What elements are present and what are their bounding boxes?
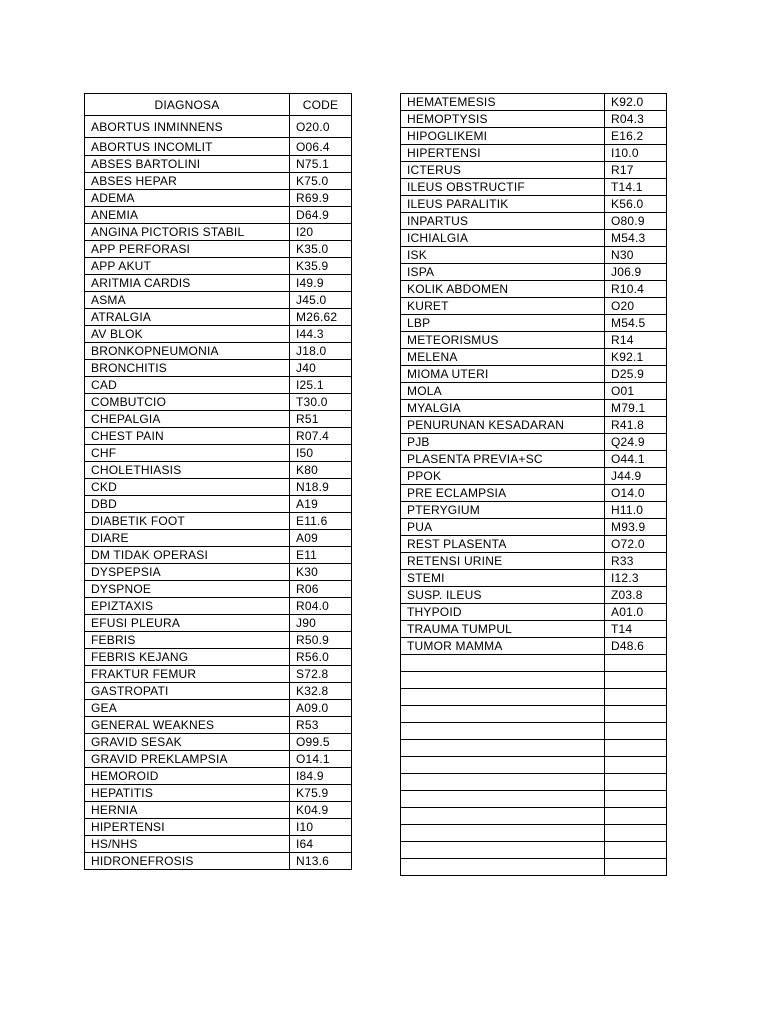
code-cell: O44.1 <box>605 451 667 468</box>
code-cell: J40 <box>290 360 352 377</box>
diagnosis-cell: APP AKUT <box>85 258 290 275</box>
code-cell: J90 <box>290 615 352 632</box>
code-cell: O99.5 <box>290 734 352 751</box>
header-diagnosa: DIAGNOSA <box>85 94 290 116</box>
code-cell: R14 <box>605 332 667 349</box>
code-cell: S72.8 <box>290 666 352 683</box>
code-cell: M26.62 <box>290 309 352 326</box>
table-row <box>85 360 352 377</box>
table-row <box>401 689 667 706</box>
diagnosis-cell <box>401 757 605 774</box>
diagnosis-cell: METEORISMUS <box>401 332 605 349</box>
diagnosis-cell: ASMA <box>85 292 290 309</box>
diagnosis-cell: ICHIALGIA <box>401 230 605 247</box>
table-row <box>401 196 667 213</box>
diagnosis-cell: HERNIA <box>85 802 290 819</box>
code-cell: A09.0 <box>290 700 352 717</box>
code-cell: J06.9 <box>605 264 667 281</box>
code-cell: I64 <box>290 836 352 853</box>
diagnosis-cell: HIPERTENSI <box>401 145 605 162</box>
diagnosis-cell: ATRALGIA <box>85 309 290 326</box>
diagnosis-cell: DBD <box>85 496 290 513</box>
diagnosis-cell: GRAVID SESAK <box>85 734 290 751</box>
code-cell: I49.9 <box>290 275 352 292</box>
code-cell: O14.0 <box>605 485 667 502</box>
code-cell: N75.1 <box>290 156 352 173</box>
diagnosis-code-table-left <box>84 93 352 870</box>
diagnosis-cell: PPOK <box>401 468 605 485</box>
diagnosis-cell: KOLIK ABDOMEN <box>401 281 605 298</box>
table-row <box>401 655 667 672</box>
table-header-row <box>85 94 352 116</box>
diagnosis-cell: GASTROPATI <box>85 683 290 700</box>
table-row <box>85 649 352 666</box>
diagnosis-cell: DIABETIK FOOT <box>85 513 290 530</box>
diagnosis-cell: INPARTUS <box>401 213 605 230</box>
diagnosis-cell: KURET <box>401 298 605 315</box>
diagnosis-cell: PRE ECLAMPSIA <box>401 485 605 502</box>
table-row <box>85 292 352 309</box>
diagnosis-cell <box>401 706 605 723</box>
code-cell <box>605 689 667 706</box>
code-cell: K35.0 <box>290 241 352 258</box>
code-cell: H11.0 <box>605 502 667 519</box>
table-row <box>85 598 352 615</box>
code-cell: I84.9 <box>290 768 352 785</box>
diagnosis-cell <box>401 842 605 859</box>
code-cell: I44.3 <box>290 326 352 343</box>
table-row <box>85 802 352 819</box>
table-row <box>85 564 352 581</box>
code-cell: J18.0 <box>290 343 352 360</box>
diagnosis-cell: ILEUS PARALITIK <box>401 196 605 213</box>
diagnosis-cell: HIPERTENSI <box>85 819 290 836</box>
code-cell: T14.1 <box>605 179 667 196</box>
table-row <box>401 94 667 111</box>
code-cell <box>605 859 667 876</box>
table-row <box>401 502 667 519</box>
code-cell: O06.4 <box>290 138 352 156</box>
diagnosis-cell <box>401 723 605 740</box>
code-cell: K92.0 <box>605 94 667 111</box>
table-row <box>85 717 352 734</box>
table-row <box>401 264 667 281</box>
table-row <box>401 213 667 230</box>
diagnosis-cell: HEMOPTYSIS <box>401 111 605 128</box>
code-cell: K30 <box>290 564 352 581</box>
code-cell: K56.0 <box>605 196 667 213</box>
table-row <box>401 162 667 179</box>
table-row <box>85 462 352 479</box>
table-row <box>401 621 667 638</box>
table-row <box>85 836 352 853</box>
table-row <box>85 138 352 156</box>
code-cell: I25.1 <box>290 377 352 394</box>
diagnosis-cell <box>401 672 605 689</box>
code-cell: I50 <box>290 445 352 462</box>
code-cell: M54.3 <box>605 230 667 247</box>
code-cell <box>605 706 667 723</box>
code-cell: R53 <box>290 717 352 734</box>
code-cell: R41.8 <box>605 417 667 434</box>
code-cell: R04.3 <box>605 111 667 128</box>
diagnosis-cell: CHEST PAIN <box>85 428 290 445</box>
table-row <box>85 615 352 632</box>
code-cell <box>605 655 667 672</box>
code-cell: K92.1 <box>605 349 667 366</box>
diagnosis-cell: ISPA <box>401 264 605 281</box>
diagnosis-cell <box>401 825 605 842</box>
code-cell <box>605 825 667 842</box>
table-row <box>401 638 667 655</box>
code-cell: Q24.9 <box>605 434 667 451</box>
code-cell: D25.9 <box>605 366 667 383</box>
table-row <box>85 666 352 683</box>
table-row <box>401 332 667 349</box>
table-row <box>401 672 667 689</box>
diagnosis-cell: ABSES BARTOLINI <box>85 156 290 173</box>
diagnosis-cell: ISK <box>401 247 605 264</box>
table-row <box>85 768 352 785</box>
diagnosis-cell: DIARE <box>85 530 290 547</box>
code-cell: K75.0 <box>290 173 352 190</box>
code-cell: I20 <box>290 224 352 241</box>
table-row <box>401 417 667 434</box>
code-cell: N30 <box>605 247 667 264</box>
table-row <box>401 451 667 468</box>
table-row <box>85 581 352 598</box>
code-cell: E16.2 <box>605 128 667 145</box>
diagnosis-cell <box>401 774 605 791</box>
diagnosis-cell: MYALGIA <box>401 400 605 417</box>
table-row <box>85 326 352 343</box>
code-cell: M93.9 <box>605 519 667 536</box>
diagnosis-cell: EFUSI PLEURA <box>85 615 290 632</box>
diagnosis-cell: REST PLASENTA <box>401 536 605 553</box>
diagnosis-cell: ICTERUS <box>401 162 605 179</box>
code-cell <box>605 808 667 825</box>
diagnosis-cell: PUA <box>401 519 605 536</box>
table-row <box>401 553 667 570</box>
diagnosis-cell: LBP <box>401 315 605 332</box>
diagnosis-cell: ARITMIA CARDIS <box>85 275 290 292</box>
code-cell <box>605 774 667 791</box>
table-row <box>85 632 352 649</box>
diagnosis-cell: GENERAL WEAKNES <box>85 717 290 734</box>
code-cell: D48.6 <box>605 638 667 655</box>
table-row <box>85 309 352 326</box>
table-row <box>85 683 352 700</box>
diagnosis-cell <box>401 808 605 825</box>
diagnosis-cell: HS/NHS <box>85 836 290 853</box>
code-cell: K80 <box>290 462 352 479</box>
diagnosis-code-table-right <box>400 93 667 876</box>
table-row <box>85 496 352 513</box>
diagnosis-cell: MELENA <box>401 349 605 366</box>
table-row <box>85 190 352 207</box>
code-cell: R56.0 <box>290 649 352 666</box>
diagnosis-cell: HEMOROID <box>85 768 290 785</box>
code-cell: N18.9 <box>290 479 352 496</box>
diagnosis-cell: HIDRONEFROSIS <box>85 853 290 870</box>
code-cell: R10.4 <box>605 281 667 298</box>
table-row <box>401 349 667 366</box>
code-cell: I10.0 <box>605 145 667 162</box>
code-cell: I12.3 <box>605 570 667 587</box>
table-row <box>401 383 667 400</box>
code-cell: M79.1 <box>605 400 667 417</box>
diagnosis-cell: BRONKOPNEUMONIA <box>85 343 290 360</box>
table-row <box>85 530 352 547</box>
diagnosis-cell: THYPOID <box>401 604 605 621</box>
diagnosis-cell <box>401 740 605 757</box>
table-row <box>401 111 667 128</box>
table-row <box>401 230 667 247</box>
diagnosis-cell: DM TIDAK OPERASI <box>85 547 290 564</box>
code-cell: R17 <box>605 162 667 179</box>
diagnosis-cell: TRAUMA TUMPUL <box>401 621 605 638</box>
diagnosis-cell: GRAVID PREKLAMPSIA <box>85 751 290 768</box>
table-row <box>401 247 667 264</box>
diagnosis-cell: SUSP. ILEUS <box>401 587 605 604</box>
diagnosis-cell: CHF <box>85 445 290 462</box>
code-cell: O72.0 <box>605 536 667 553</box>
table-row <box>85 394 352 411</box>
diagnosis-cell <box>401 689 605 706</box>
code-cell <box>605 740 667 757</box>
diagnosis-cell: ABORTUS INMINNENS <box>85 116 290 138</box>
table-row <box>85 156 352 173</box>
diagnosis-cell: COMBUTCIO <box>85 394 290 411</box>
code-cell: K75.9 <box>290 785 352 802</box>
table-row <box>85 411 352 428</box>
code-cell: A09 <box>290 530 352 547</box>
table-row <box>401 536 667 553</box>
table-row <box>401 808 667 825</box>
table-row <box>401 298 667 315</box>
code-cell: I10 <box>290 819 352 836</box>
diagnosis-cell: ADEMA <box>85 190 290 207</box>
code-cell <box>605 791 667 808</box>
diagnosis-cell: MOLA <box>401 383 605 400</box>
table-row <box>85 445 352 462</box>
table-row <box>401 842 667 859</box>
diagnosis-cell: CHOLETHIASIS <box>85 462 290 479</box>
code-cell: N13.6 <box>290 853 352 870</box>
table-row <box>401 791 667 808</box>
table-row <box>401 519 667 536</box>
table-row <box>401 315 667 332</box>
code-cell: R06 <box>290 581 352 598</box>
diagnosis-cell: APP PERFORASI <box>85 241 290 258</box>
diagnosis-cell: ANEMIA <box>85 207 290 224</box>
table-row <box>401 128 667 145</box>
code-cell: R07.4 <box>290 428 352 445</box>
code-cell: O01 <box>605 383 667 400</box>
code-cell: E11.6 <box>290 513 352 530</box>
diagnosis-cell: GEA <box>85 700 290 717</box>
table-row <box>85 819 352 836</box>
code-cell: R04.0 <box>290 598 352 615</box>
table-row <box>401 179 667 196</box>
diagnosis-cell: AV BLOK <box>85 326 290 343</box>
table-row <box>401 468 667 485</box>
code-cell: T14 <box>605 621 667 638</box>
code-cell <box>605 842 667 859</box>
code-cell: R69.9 <box>290 190 352 207</box>
diagnosis-cell: PTERYGIUM <box>401 502 605 519</box>
diagnosis-cell: CAD <box>85 377 290 394</box>
diagnosis-cell <box>401 655 605 672</box>
diagnosis-cell: ILEUS OBSTRUCTIF <box>401 179 605 196</box>
code-cell: A01.0 <box>605 604 667 621</box>
table-row <box>85 241 352 258</box>
table-row <box>85 207 352 224</box>
table-row <box>401 706 667 723</box>
diagnosis-cell: PENURUNAN KESADARAN <box>401 417 605 434</box>
code-cell: J45.0 <box>290 292 352 309</box>
diagnosis-cell: STEMI <box>401 570 605 587</box>
table-row <box>85 479 352 496</box>
code-cell: J44.9 <box>605 468 667 485</box>
table-row <box>85 700 352 717</box>
diagnosis-cell: TUMOR MAMMA <box>401 638 605 655</box>
table-row <box>401 587 667 604</box>
diagnosis-cell <box>401 791 605 808</box>
code-cell: K35.9 <box>290 258 352 275</box>
diagnosis-cell: BRONCHITIS <box>85 360 290 377</box>
code-cell: M54.5 <box>605 315 667 332</box>
table-row <box>401 570 667 587</box>
diagnosis-cell: DYSPNOE <box>85 581 290 598</box>
code-cell <box>605 723 667 740</box>
diagnosis-cell: CKD <box>85 479 290 496</box>
code-cell: R33 <box>605 553 667 570</box>
code-cell: O14.1 <box>290 751 352 768</box>
diagnosis-cell: CHEPALGIA <box>85 411 290 428</box>
header-code: CODE <box>290 94 352 116</box>
table-row <box>401 604 667 621</box>
table-row <box>85 224 352 241</box>
code-cell: T30.0 <box>290 394 352 411</box>
code-cell: O20 <box>605 298 667 315</box>
table-row <box>85 377 352 394</box>
diagnosis-cell: DYSPEPSIA <box>85 564 290 581</box>
table-row <box>401 859 667 876</box>
diagnosis-cell: FRAKTUR FEMUR <box>85 666 290 683</box>
code-cell: O20.0 <box>290 116 352 138</box>
diagnosis-cell: EPIZTAXIS <box>85 598 290 615</box>
diagnosis-cell: HEMATEMESIS <box>401 94 605 111</box>
table-row <box>85 173 352 190</box>
table-row <box>85 547 352 564</box>
diagnosis-cell: PJB <box>401 434 605 451</box>
table-row <box>401 434 667 451</box>
table-row <box>85 853 352 870</box>
table-row <box>85 751 352 768</box>
table-row <box>401 400 667 417</box>
diagnosis-cell: ANGINA PICTORIS STABIL <box>85 224 290 241</box>
diagnosis-cell: MIOMA UTERI <box>401 366 605 383</box>
code-cell: R51 <box>290 411 352 428</box>
code-cell: E11 <box>290 547 352 564</box>
diagnosis-cell: RETENSI URINE <box>401 553 605 570</box>
table-row <box>85 275 352 292</box>
table-row <box>85 785 352 802</box>
table-row <box>401 723 667 740</box>
diagnosis-cell: FEBRIS <box>85 632 290 649</box>
table-row <box>401 366 667 383</box>
table-row <box>85 734 352 751</box>
table-row <box>401 757 667 774</box>
code-cell <box>605 672 667 689</box>
table-row <box>401 774 667 791</box>
table-row <box>85 343 352 360</box>
table-row <box>85 258 352 275</box>
diagnosis-cell: HEPATITIS <box>85 785 290 802</box>
table-row <box>401 485 667 502</box>
table-row <box>85 116 352 138</box>
table-row <box>401 145 667 162</box>
code-cell: O80.9 <box>605 213 667 230</box>
code-cell: K32.8 <box>290 683 352 700</box>
code-cell: A19 <box>290 496 352 513</box>
code-cell: D64.9 <box>290 207 352 224</box>
code-cell: R50.9 <box>290 632 352 649</box>
diagnosis-cell: PLASENTA PREVIA+SC <box>401 451 605 468</box>
code-cell <box>605 757 667 774</box>
table-row <box>401 825 667 842</box>
diagnosis-cell: ABORTUS INCOMLIT <box>85 138 290 156</box>
code-cell: Z03.8 <box>605 587 667 604</box>
diagnosis-cell: ABSES HEPAR <box>85 173 290 190</box>
table-row <box>85 513 352 530</box>
diagnosis-cell: HIPOGLIKEMI <box>401 128 605 145</box>
table-row <box>401 740 667 757</box>
diagnosis-cell: FEBRIS KEJANG <box>85 649 290 666</box>
diagnosis-cell <box>401 859 605 876</box>
code-cell: K04.9 <box>290 802 352 819</box>
table-row <box>85 428 352 445</box>
table-row <box>401 281 667 298</box>
